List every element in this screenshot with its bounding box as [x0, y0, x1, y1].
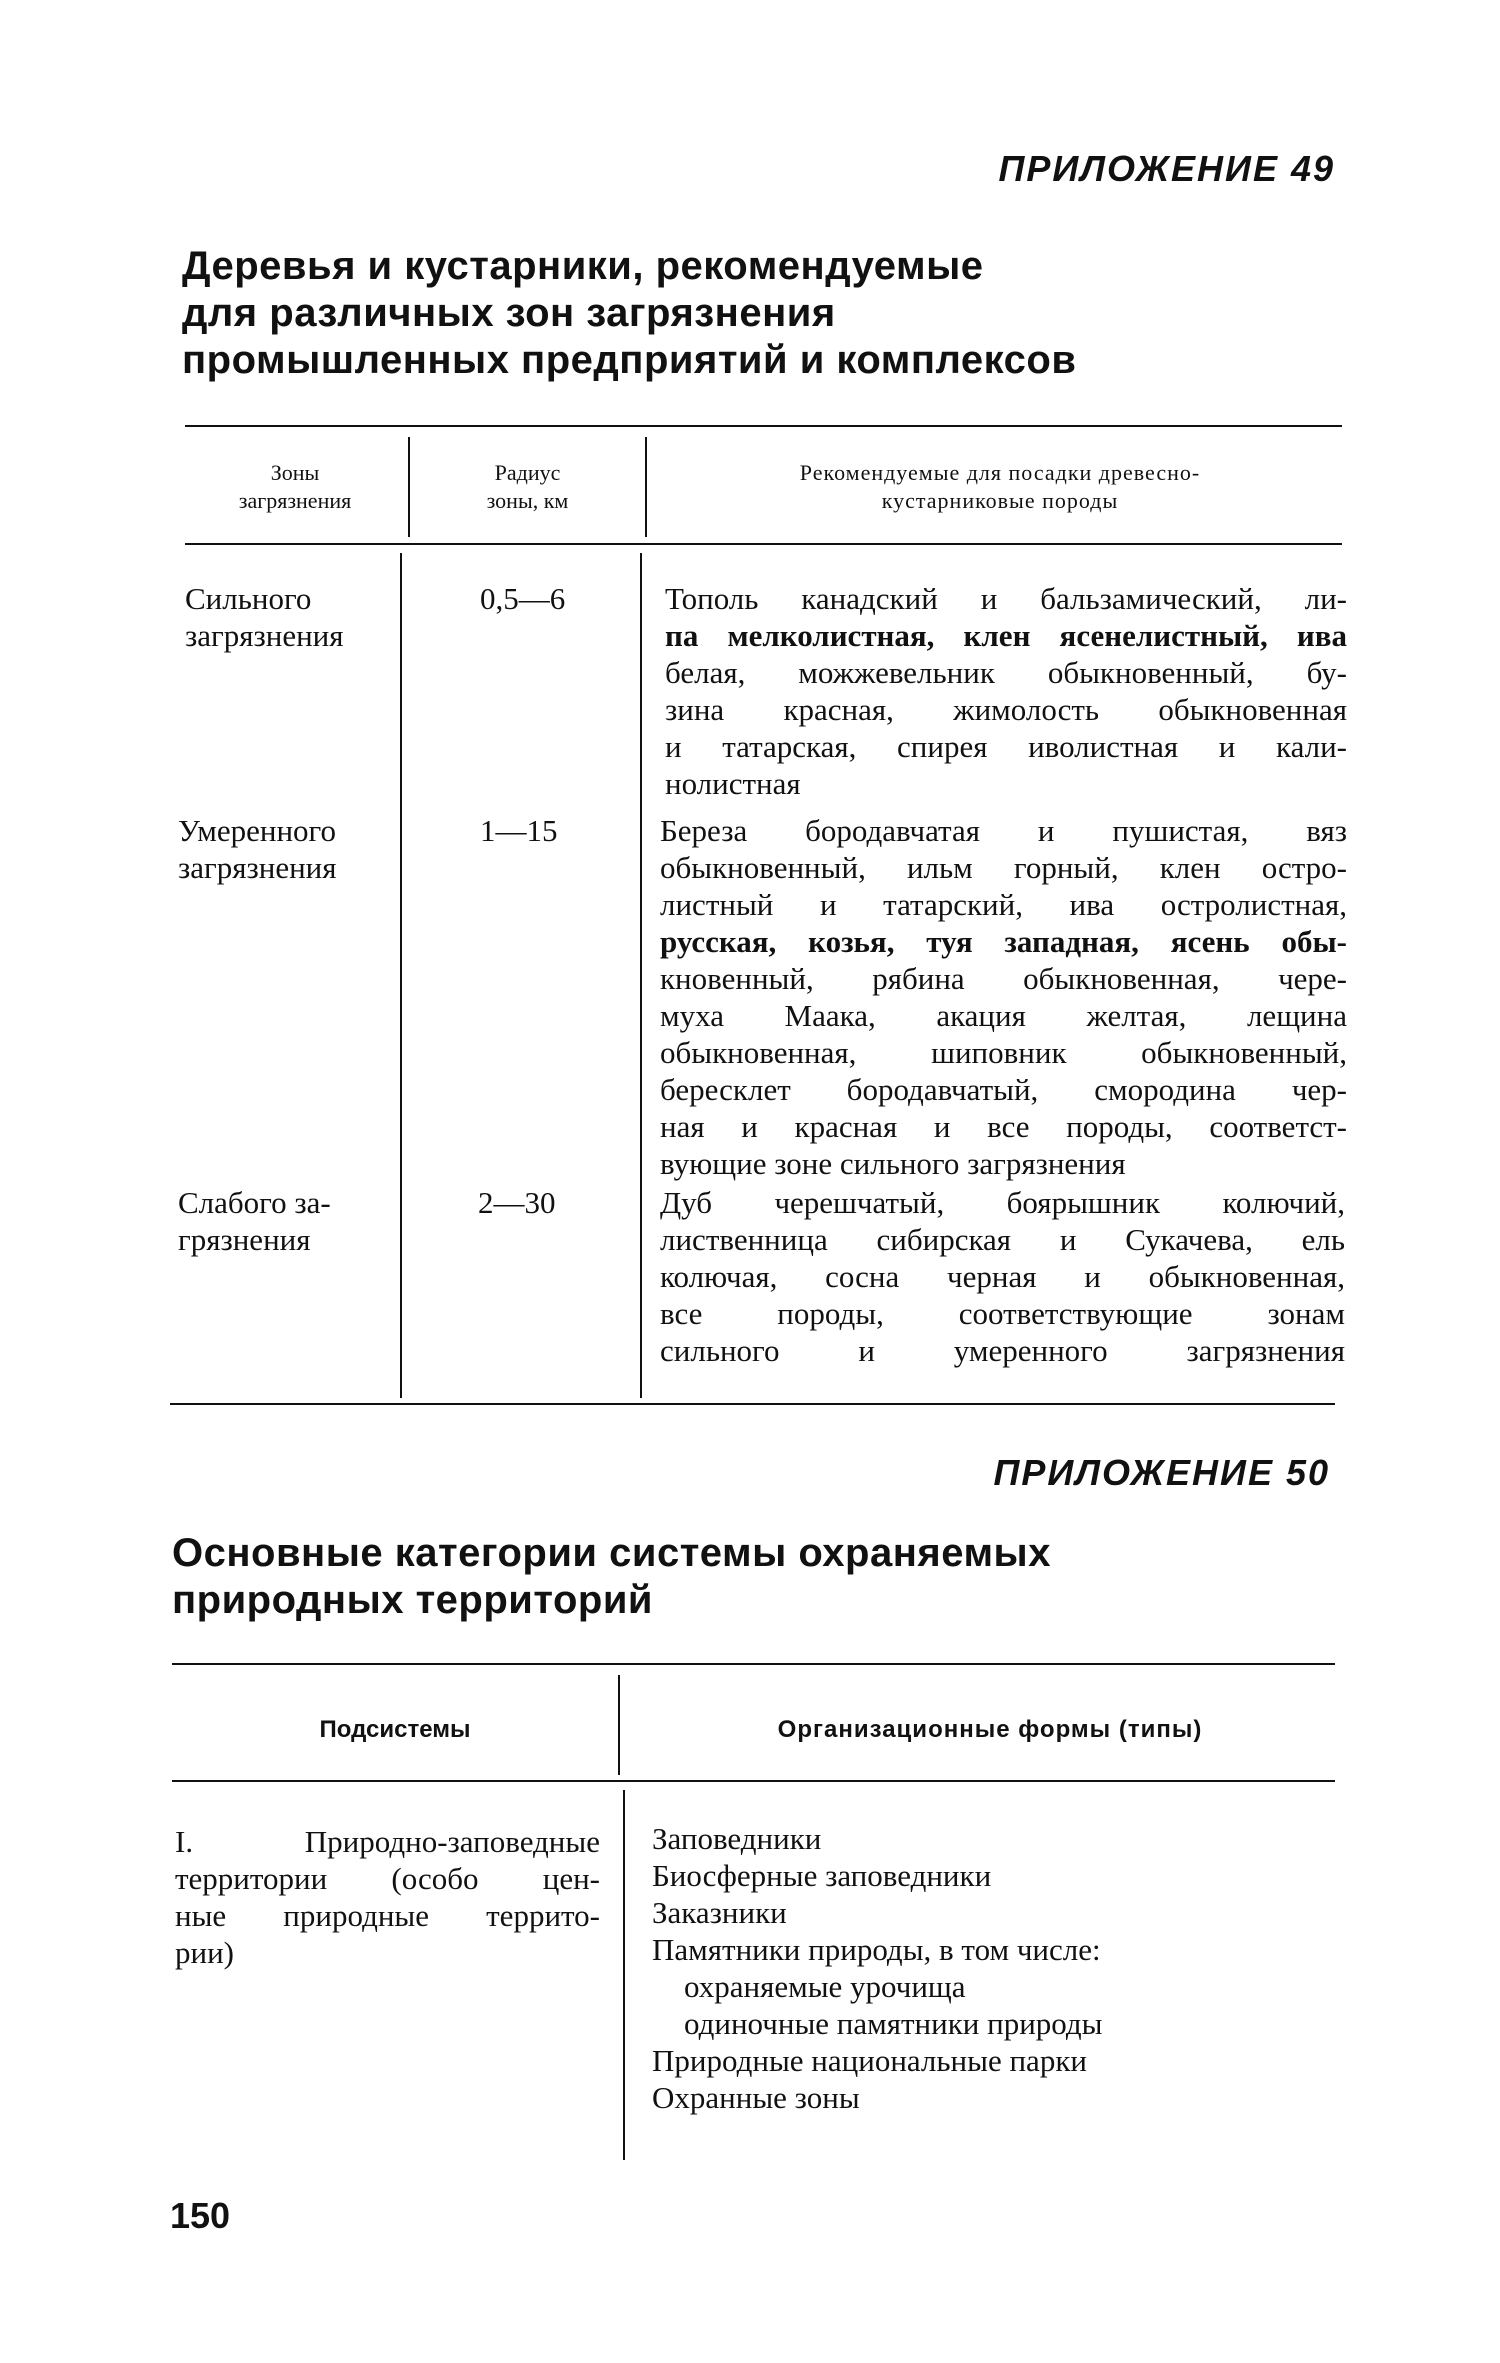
species-strong: Тополь канадский и бальзамический, ли- па мелколистная, клен ясенелистный, ива белая, можжевельник обыкновенный, бу- зина красная, жимолость обыкновенная и татарская, спирея иволистная и кали- нолистная	[665, 581, 1347, 801]
radius-strong: 0,5—6	[480, 581, 566, 616]
appendix-50-title	[172, 1530, 1051, 1624]
title-line: Основные категории системы охраняемых	[172, 1531, 1051, 1575]
table2-top-rule	[172, 1663, 1335, 1665]
subsystem-nature-reserves: I. Природно-заповедные территории (особо цен- ные природные террито- рии)	[175, 1824, 600, 1970]
list-item: Охранные зоны	[652, 2080, 860, 2115]
list-item: одиночные памятники природы	[684, 2006, 1103, 2041]
header-subsystems: Подсистемы	[319, 1716, 471, 1743]
title-line: промышленных предприятий и комплексов	[182, 338, 1077, 382]
title-line: для различных зон загрязнения	[182, 291, 836, 335]
column-divider	[645, 437, 647, 537]
forms-list	[652, 1820, 1103, 2116]
radius-moderate: 1—15	[480, 813, 558, 848]
column-divider	[400, 553, 402, 1398]
title-line: Деревья и кустарники, рекомендуемые	[182, 244, 984, 288]
list-item: охраняемые урочища	[684, 1969, 966, 2004]
column-divider	[640, 553, 642, 1398]
appendix-50-heading: ПРИЛОЖЕНИЕ 50	[993, 1452, 1330, 1493]
table-header-rule	[185, 543, 1342, 545]
table-bottom-rule	[170, 1403, 1335, 1405]
title-line: природных территорий	[172, 1578, 653, 1622]
list-item: Природные национальные парки	[652, 2043, 1087, 2078]
species-weak: Дуб черешчатый, боярышник колючий, лиственница сибирская и Сукачева, ель колючая, сосна черная и обыкновенная, все породы, соответствующие зонам сильного и умеренного загрязнения	[660, 1185, 1345, 1368]
list-item: Заказники	[652, 1895, 787, 1930]
zone-moderate: Умеренного загрязнения	[178, 813, 337, 885]
column-divider	[623, 1790, 625, 2160]
list-item: Памятники природы, в том числе:	[652, 1932, 1101, 1967]
header-forms: Организационные формы (типы)	[777, 1716, 1203, 1743]
column-divider	[408, 437, 410, 537]
appendix-49-heading: ПРИЛОЖЕНИЕ 49	[998, 148, 1335, 189]
header-species: Рекомендуемые для посадки древесно- кустарниковые породы	[799, 460, 1201, 513]
zone-strong: Сильного загрязнения	[185, 581, 344, 653]
zone-weak: Слабого за- грязнения	[178, 1185, 331, 1257]
table2-header-rule	[172, 1780, 1335, 1782]
column-divider	[618, 1675, 620, 1775]
list-item: Биосферные заповедники	[652, 1858, 992, 1893]
page-number: 150	[170, 2195, 231, 2236]
species-moderate: Береза бородавчатая и пушистая, вяз обыкновенный, ильм горный, клен остро- листный и татарский, ива остролистная, русская, козья, туя западная, ясень обы- кновенный, рябина обыкновенная, чере- муха Маака, акация желтая, лещина обыкновенная, шиповник обыкновенный, бересклет бородавчатый, смородина чер- ная и красная и все породы, соответст- вующие зоне сильного загрязнения	[660, 813, 1347, 1181]
radius-weak: 2—30	[478, 1185, 556, 1220]
header-radius: Радиус зоны, км	[486, 460, 569, 513]
header-zone: Зоны загрязнения	[238, 460, 352, 513]
table-top-rule	[185, 425, 1342, 427]
appendix-49-title	[182, 243, 1076, 384]
list-item: Заповедники	[652, 1821, 822, 1856]
